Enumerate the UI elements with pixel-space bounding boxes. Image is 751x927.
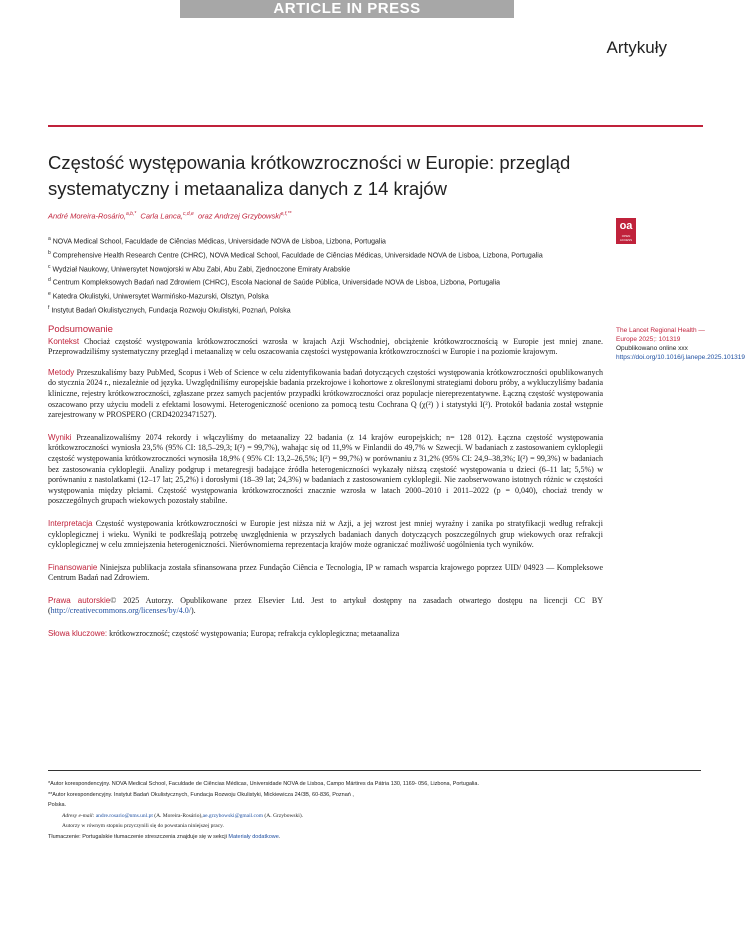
abstract-section-funding bbox=[48, 563, 603, 584]
open-access-icon: oa bbox=[619, 220, 633, 232]
copyright-text: © 2025 Autorzy. Opublikowane przez Elsevier Ltd. Jest to artykuł dostępny na zasadach otwartego dostępu na licencji CC BY ( bbox=[48, 595, 603, 616]
affiliation-item: $^e$ Katedra Okulistyki, Uniwersytet Warmińsko-Mazurski, Olsztyn, Polska bbox=[48, 291, 269, 301]
section-text: Częstość występowania krótkowzroczności w Europie jest niższa niż w Azji, a jej wzrost jest mniej wyraźny i zanika po stratyfikacji według refrakcji cykloplegicznej i wieku. Wyniki te podkreślają potrzebę uwzględnienia w przyszłych badaniach danych dotyczących poszczególnych grup wiekowych oraz refrakcji cykloplegicznej w celu zmniejszenia heterogeniczności. Nierównomierna reprezentacja krajów może ograniczać możliwość uogólnienia tych wyników. bbox=[48, 518, 603, 550]
email-addresses: Adresy e-mail: andre.rosario@nms.unl.pt (A. Moreira-Rosário),ae.grzybowski@gmail.com (A. Grzybowski). bbox=[62, 812, 304, 819]
section-text: Niniejsza publikacja została sfinansowana przez Fundação Ciência e Tecnologia, IP w ramach wsparcia krajowego poprzez UID/ 04923 — Kompleksowe Centrum Badań nad Zdrowiem. bbox=[48, 562, 603, 583]
abstract-section-interpretation bbox=[48, 519, 603, 551]
section-label: Finansowanie bbox=[48, 562, 98, 572]
license-link[interactable]: http://creativecommons.org/licenses/by/4.0/ bbox=[50, 606, 191, 616]
footnote-rule bbox=[48, 770, 701, 771]
abstract-heading: Podsumowanie bbox=[48, 324, 113, 335]
section-label: Artykuły bbox=[606, 38, 667, 57]
abstract-section-context bbox=[48, 337, 603, 358]
author-sup: a,b,* bbox=[125, 211, 137, 217]
author-name[interactable]: André Moreira-Rosário, bbox=[48, 211, 126, 221]
section-label: Kontekst bbox=[48, 336, 80, 346]
corresponding-author-1: *Autor korespondencyjny. NOVA Medical School, Faculdade de Ciências Médicas, Universidade NOVA de Lisboa, Campo Mártires da Pátria 130, 1169- 056, Lizbona, Portugalia. bbox=[48, 781, 479, 787]
author-name[interactable]: Carla Lanca, bbox=[140, 211, 183, 221]
section-text: Chociaż częstość występowania krótkowzroczności wzrosła w krajach Azji Wschodniej, obciążenie krótkowzrocznością w Europie jest mniej znane. Przeprowadziliśmy systematyczny przegląd i metaanalizę w celu oszacowania częstości występowania krótkowzroczności w Europie i na poziomie krajowym. bbox=[48, 336, 603, 357]
journal-sidebar bbox=[616, 327, 746, 362]
abstract-section-results bbox=[48, 433, 603, 507]
doi-link[interactable]: https://doi.org/10.1016/j.lanepe.2025.101319 bbox=[616, 353, 746, 361]
abstract-copyright: Prawa autorskie© 2025 Autorzy. Opublikowane przez Elsevier Ltd. Jest to artykuł dostępny na zasadach otwartego dostępu na licencji CC BY (http://creativecommons.org/licenses/by/4.0/). bbox=[48, 595, 603, 616]
author-name[interactable]: oraz Andrzej Grzybowski bbox=[197, 211, 281, 221]
translation-note: Tłumaczenie: Portugalskie tłumaczenie streszczenia znajduje się w sekcji Materiały dodatkowe. bbox=[48, 833, 281, 840]
article-title: Częstość występowania krótkowzroczności w Europie: przegląd systematyczny i metaanaliza danych z 14 krajów bbox=[48, 152, 571, 199]
section-text: Przeszukaliśmy bazy PubMed, Scopus i Web of Science w celu zidentyfikowania badań dotyczących częstości występowania krótkowzroczności opublikowanych do stycznia 2024 r., niezależnie od języka. Uwzględniliśmy europejskie badania przekrojowe i kohortowe z określonymi strategiami doboru próby, a wykluczyliśmy badania kliniczne, rejestry krótkowzroczności, zgłaszane przez samych pacjentów przypadki krótkowzroczności oraz populacje niereprezentatywne. Łączną częstość występowania oszacowano przy użyciu modeli z efektami losowymi. Heterogeniczność oceniono za pomocą testu Cochrana Q (χ(²) ) i statystyki I(²). Protokół badania został wstępnie zarejestrowany w PROSPERO (CRD42023471527). bbox=[48, 367, 603, 420]
open-access-label: OPEN ACCESS bbox=[619, 234, 633, 242]
affiliation-item: $^f$ Instytut Badań Okulistycznych, Fundacja Rozwoju Okulistyki, Poznań, Polska bbox=[48, 305, 291, 315]
affiliation-item: $^c$ Wydział Naukowy, Uniwersytet Nowojorski w Abu Zabi, Abu Zabi, Zjednoczone Emiraty Arabskie bbox=[48, 263, 351, 273]
abstract-section-methods bbox=[48, 368, 603, 421]
article-in-press-banner: ARTICLE IN PRESS bbox=[180, 0, 514, 18]
header-rule bbox=[48, 125, 703, 127]
section-label: Metody bbox=[48, 367, 75, 377]
section-text: Przeanalizowaliśmy 2074 rekordy i włączyliśmy do metaanalizy 22 badania (z 14 krajów europejskich; n= 128 012). Łączna częstość występowania krótkowzroczności wyniosła 23,5% (95% CI: 18,5–29,3; I(²) = 99,7%), wahając się od 11,9% w Finlandii do 49,7% w Szwecji. W badaniach z zastosowaniem cykloplegii częstość występowania krótkowzroczności wynosiła 18,9% ( 95% CI: 13,2–26,5%; I(²) = 99,7%) w porównaniu z 31,2% (95% CI: 24,9–38,3%; I(²) = 99,3%) w badaniach bez zastosowania cykloplegii. Analizy podgrup i metaregresji badające źródła heterogeniczności wykazały niższą częstość występowania u dzieci (6–11 lat; 5,5%) w porównaniu z nastolatkami (12–17 lat; 25,2%) i dorosłymi (18–39 lat; 24,3%) w badaniach z zastosowaniem cykloplegii. Nie zaobserwowano istotnych różnic w częstości występowania między płciami. Częstość występowania krótkowzroczności znacznie wzrosła w latach 2000–2010 i 2011–2022 (p = 0,040), chociaż trendy w poszczególnych grupach wiekowych pozostały stabilne. bbox=[48, 432, 603, 506]
online-date: Opublikowano online xxx bbox=[616, 345, 688, 352]
affiliations bbox=[48, 234, 548, 317]
email-link[interactable]: ae.grzybowski@gmail.com bbox=[202, 812, 264, 819]
author-list bbox=[48, 211, 291, 221]
corresponding-author-2-country: Polska. bbox=[48, 802, 67, 808]
footnotes bbox=[48, 779, 608, 842]
abstract-keywords bbox=[48, 629, 603, 640]
keywords-label: Słowa kluczowe: bbox=[48, 629, 108, 639]
copyright-label: Prawa autorskie bbox=[48, 595, 111, 605]
abstract bbox=[48, 325, 603, 652]
journal-citation[interactable]: The Lancet Regional Health — Europe 2025;: 101319 bbox=[616, 327, 705, 343]
author-sup: c,d,e bbox=[182, 211, 194, 217]
email-link[interactable]: andre.rosario@nms.unl.pt bbox=[95, 812, 153, 819]
corresponding-author-2: **Autor korespondencyjny. Instytut Badań Okulistycznych, Fundacja Rozwoju Okulistyki, Mickiewicza 24/3B, 60-836, Poznań , bbox=[48, 791, 354, 798]
affiliation-item: $^d$ Centrum Kompleksowych Badań nad Zdrowiem (CHRC), Escola Nacional de Saúde Pública, Universidade NOVA de Lisboa, Lizbona, Portugalia bbox=[48, 277, 501, 287]
equal-contribution-note: Autorzy w równym stopniu przyczynili się do powstania niniejszej pracy. bbox=[62, 823, 224, 829]
supplementary-link[interactable]: Materiały dodatkowe bbox=[228, 833, 279, 840]
affiliation-item: $^a$ NOVA Medical School, Faculdade de Ciências Médicas, Universidade NOVA de Lisboa, Lizbona, Portugalia bbox=[48, 236, 386, 246]
affiliation-item: $^b$ Comprehensive Health Research Centre (CHRC), NOVA Medical School, Faculdade de Ciências Médicas, Universidade NOVA de Lisboa, Lizbona, Portugalia bbox=[48, 249, 543, 260]
author-sup: e,f,** bbox=[280, 211, 292, 217]
section-label: Wyniki bbox=[48, 432, 72, 442]
keywords-text: krótkowzroczność; częstość występowania; Europa; refrakcja cykloplegiczna; metaanaliza bbox=[107, 629, 400, 639]
open-access-logo[interactable] bbox=[616, 218, 636, 244]
section-label: Interpretacja bbox=[48, 518, 93, 528]
